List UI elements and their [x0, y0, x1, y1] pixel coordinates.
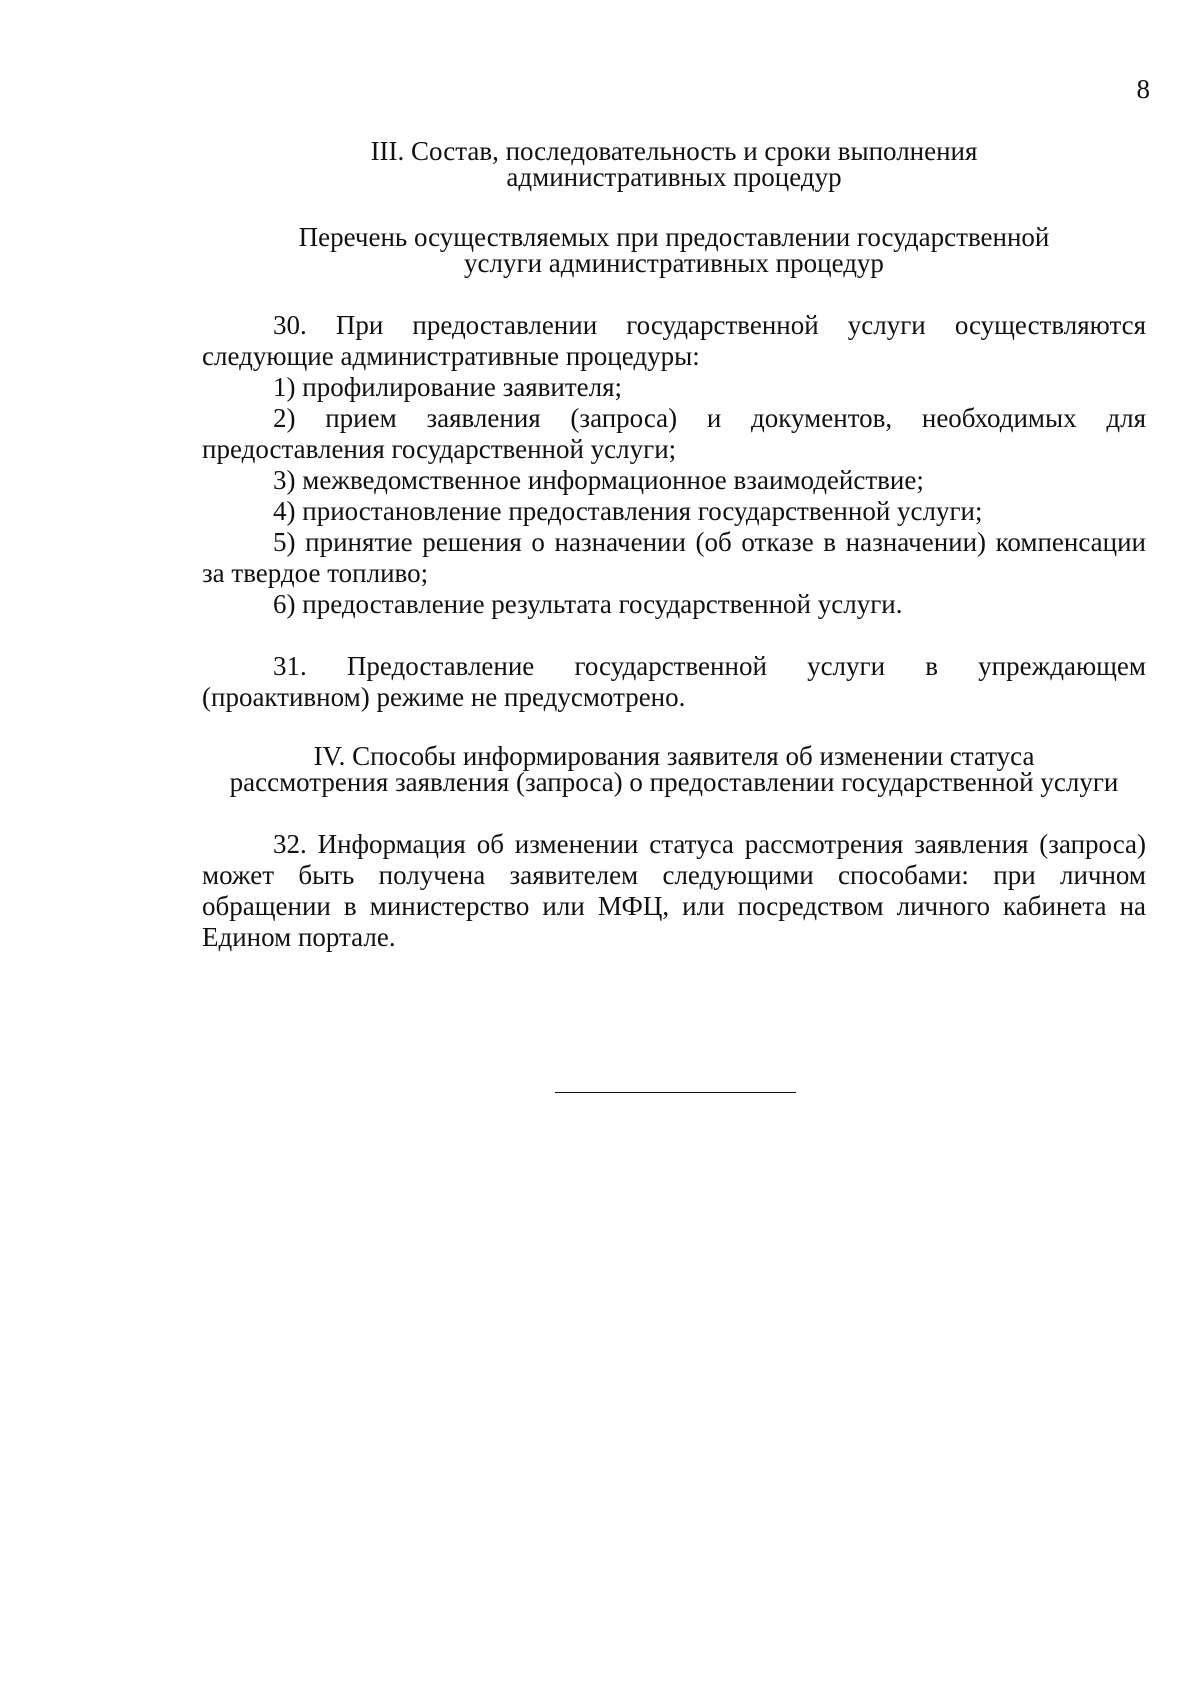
- procedures-list-heading-line-2: услуги административных процедур: [464, 248, 884, 278]
- procedures-list-heading-line-1: Перечень осуществляемых при предоставлении государственной: [298, 222, 1050, 252]
- section-3-heading-line-1: III. Состав, последовательность и сроки выполнения: [370, 136, 978, 166]
- section-4-heading-line-1: IV. Способы информирования заявителя об изменении статуса: [313, 741, 1035, 771]
- page-number: 8: [1136, 74, 1150, 104]
- section-3-heading-line-2: административных процедур: [506, 162, 842, 192]
- procedure-item-6: 6) предоставление результата государственной услуги.: [273, 589, 903, 619]
- procedures-list-heading: [202, 224, 1146, 276]
- paragraph-30: 30. При предоставлении государственной услуги осуществляются следующие административные процедуры:: [202, 310, 1146, 371]
- paragraph-gap: [202, 620, 1146, 651]
- section-3-heading: [202, 138, 1146, 190]
- end-separator-line: [555, 1092, 796, 1093]
- paragraph-32: 32. Информация об изменении статуса рассмотрения заявления (запроса) может быть получена заявителем следующими способами: при личном обращении в министерство или МФЦ, или посредством личного кабинета на Едином портале.: [202, 829, 1146, 952]
- procedure-item-5: 5) принятие решения о назначении (об отказе в назначении) компенсации за твердое топливо;: [202, 527, 1146, 588]
- document-body: [202, 138, 1146, 953]
- procedure-item-1: 1) профилирование заявителя;: [273, 372, 623, 402]
- procedure-item-4: 4) приостановление предоставления государственной услуги;: [273, 496, 983, 526]
- paragraph-31: 31. Предоставление государственной услуги в упреждающем (проактивном) режиме не предусмотрено.: [202, 651, 1146, 712]
- procedure-item-3: 3) межведомственное информационное взаимодействие;: [273, 465, 924, 495]
- section-4-heading: [202, 743, 1146, 795]
- procedure-item-2: 2) прием заявления (запроса) и документов, необходимых для предоставления государственной услуги;: [202, 403, 1146, 464]
- section-4-heading-line-2: рассмотрения заявления (запроса) о предоставлении государственной услуги: [229, 767, 1119, 797]
